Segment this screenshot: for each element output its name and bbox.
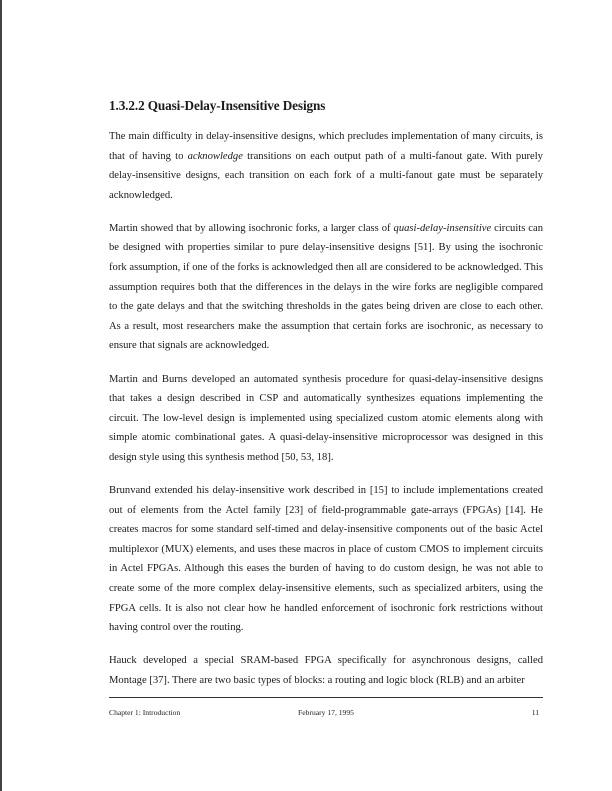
text-segment: Hauck developed a special SRAM-based FPGA specifically for asynchronous designs, called Montage [37]. There are two basic types of blocks: a routing and logic block (RLB) and an arbiter — [109, 655, 543, 686]
text-segment-italic: acknowledge — [187, 150, 243, 162]
text-segment: Martin and Burns developed an automated synthesis procedure for quasi-delay-insensitive designs that takes a design described in CSP and automatically synthesizes equations implementing the circuit. The low-level design is implemented using specialized custom atomic elements along with simple atomic combinational gates. A quasi-delay-insensitive microprocessor was designed in this design style using this synthesis method [50, 53, 18]. — [109, 373, 543, 463]
footer-chapter: Chapter 1: Introduction — [109, 708, 181, 717]
text-segment: The main difficulty in delay-insensitive designs, which precludes implementation of many circuits, is that of having to — [109, 131, 543, 162]
text-segment: transitions on each output path of a multi-fanout gate. With purely delay-insensitive designs, each transition on each fork of a multi-fanout gate must be separately acknowledged. — [109, 150, 543, 201]
section-heading: 1.3.2.2 Quasi-Delay-Insensitive Designs — [109, 98, 326, 113]
text-segment: Brunvand extended his delay-insensitive work described in [15] to include implementations created out of elements from the Actel family [23] of field-programmable gate-arrays (FPGAs) [14]. He creates macros for some standard self-timed and delay-insensitive components out of the basic Actel multiplexor (MUX) elements, and uses these macros in place of custom CMOS to implement circuits in Actel FPGAs. Although this eases the burden of having to do custom design, he was not able to create some of the more complex delay-insensitive elements, such as specialized arbiters, using the FPGA cells. It is also not clear how he handled enforcement of isochronic fork restrictions without having control over the routing. — [109, 485, 543, 634]
page-footer — [109, 707, 543, 719]
text-segment: circuits can be designed with properties similar to pure delay-insensitive designs [51]. By using the isochronic fork assumption, if one of the forks is acknowledged then all are considered to be acknowledged. This assumption requires both that the differences in the delays in the wire forks are negligible compared to the gate delays and that the switching thresholds in the gates being driven are close to each other. As a result, most researchers make the assumption that certain forks are isochronic, as necessary to ensure that signals are acknowledged. — [109, 222, 543, 352]
footer-date: February 17, 1995 — [298, 708, 354, 717]
paragraph-1 — [109, 127, 543, 205]
text-segment: Martin showed that by allowing isochronic forks, a larger class of — [109, 222, 394, 234]
page-edge — [0, 0, 2, 791]
paragraph-5 — [109, 651, 543, 690]
paragraph-3 — [109, 370, 543, 468]
footer-rule — [109, 697, 543, 698]
page-body — [109, 97, 543, 704]
paragraph-2 — [109, 219, 543, 356]
paragraph-4 — [109, 481, 543, 638]
text-segment-italic: quasi-delay-insensitive — [393, 222, 492, 234]
footer-page-number: 11 — [531, 708, 539, 717]
